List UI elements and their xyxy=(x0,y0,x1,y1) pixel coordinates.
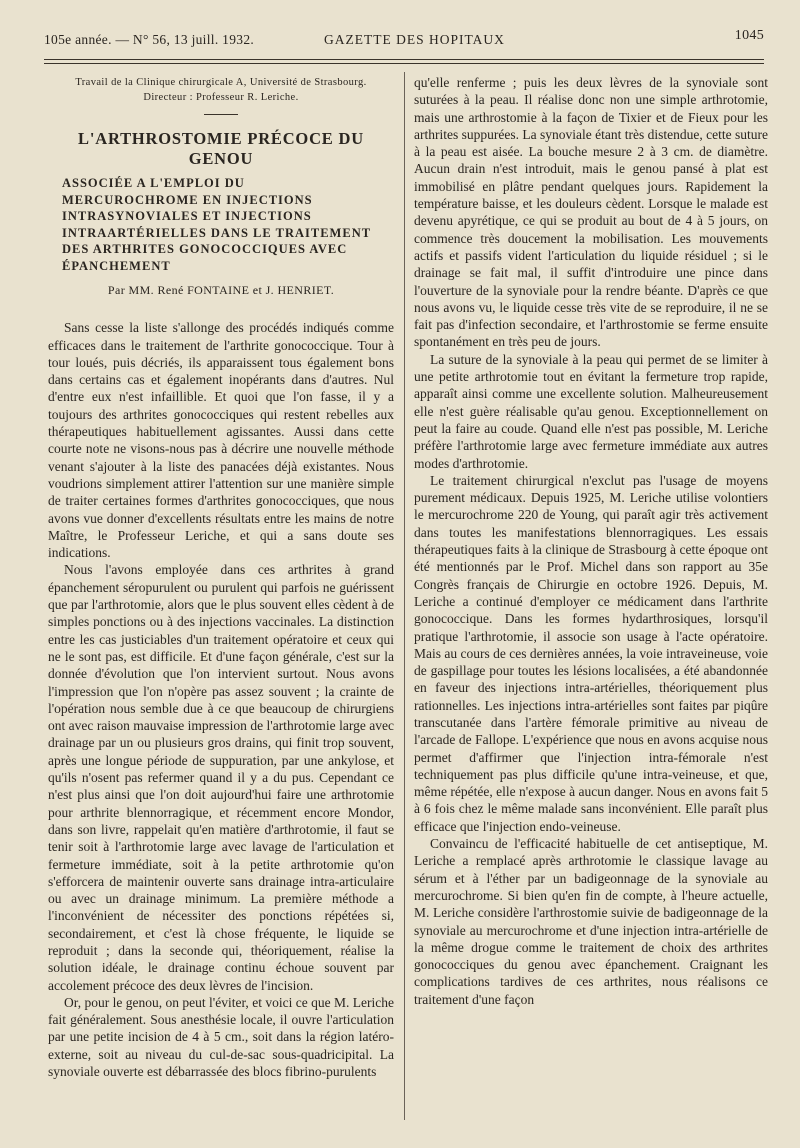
article-authors: Par MM. René FONTAINE et J. HENRIET. xyxy=(107,283,335,297)
right-paragraph-2: La suture de la synoviale à la peau qui permet de se limiter à une petite arthrotomie tout en évitant la fermeture trop rapide, apparaît ainsi comme une excellente solution. Malheureusement elle n'est guère réalisable qu'au genou. Exceptionnellement on peut la faire au coude. Quand elle n'est pas possible, M. Leriche préfère l'arthrotomie large avec fermeture immédiate aux autres modes d'arthrotomie. xyxy=(414,351,768,471)
right-paragraph-4: Convaincu de l'efficacité habituelle de cet antiseptique, M. Leriche a remplacé après arthrotomie le classique lavage au sérum et à l'éther par un badigeonnage de la synoviale au mercurochrome. Si bien qu'en fin de compte, à l'heure actuelle, M. Leriche considère l'arthrostomie suivie de badigeonnage de la synoviale au mercurochrome et d'une injection intra-artérielle de la même drogue comme le traitement de choix des arthrites gonococciques du genou avec épanchement. Craignant les complications tardives de ces arthrites, nous réalisons ce traitement d'une façon xyxy=(414,836,768,1007)
right-paragraph-1: qu'elle renferme ; puis les deux lèvres de la synoviale sont suturées à la peau. Il réalise donc non une simple arthrotomie, mais une arthrostomie à la façon de Tixier et de Fieux pour les arthrites suppurées. La synoviale étant très distendue, cette suture à la peau est aisée. La bouche mesure 2 à 3 cm. de diamètre. Aucun drain n'est introduit, mais le genou pansé à plat est immobilisé en plâtre pendant quelques jours. Rapidement la température baisse, et les douleurs cèdent. Lorsque le malade est devenu apyrétique, ce qui se produit au bout de 4 à 5 jours, on commence très doucement la mobilisation. Les mouvements actifs et passifs vident l'articulation du liquide résiduel ; si le drainage se fait mal, il suffit d'introduire une pince dans l'ouverture de la synoviale pour la rendre béante. D'après ce que nous avons vu, le liquide cesse très vite de se reproduire, il ne se fait pas d'infection secondaire, et l'arthrostomie se ferme ensuite spontanément en très peu de jours. xyxy=(414,75,768,350)
affiliation-line-2: Directeur : Professeur R. Leriche. xyxy=(143,92,299,103)
left-paragraph-3: Or, pour le genou, on peut l'éviter, et voici ce que M. Leriche fait généralement. Sous anesthésie locale, il ouvre l'articulation par une petite incision de 4 à 5 cm., soit dans la région latéro-externe, soit au niveau du cul-de-sac sous-quadricipital. La synoviale ouverte est débarrassée des blocs fibrino-purulents xyxy=(48,994,394,1080)
article-title: L'ARTHROSTOMIE PRÉCOCE DU GENOU xyxy=(78,129,364,168)
running-header xyxy=(44,28,764,50)
right-paragraph-3: Le traitement chirurgical n'exclut pas l'usage de moyens purement médicaux. Depuis 1925, M. Leriche utilise volontiers le mercurochrome 220 de Young, qui paraît agir très activement dans toutes les manifestations blennorragiques. Les essais thérapeutiques faits à la clinique de Strasbourg à cette époque ont été mentionnés par le Prof. Michel dans son rapport au 35e Congrès français de Chirurgie en octobre 1926. Depuis, M. Leriche a continué d'employer ce médicament dans l'arthrite gonococcique. Dans les formes hydarthrosiques, lorsqu'il pratique l'arthrotomie, il associe son usage à l'acte opératoire. Mais au cours de ces dernières années, la voie intraveineuse, voie de gaspillage pour toutes les lésions localisées, a été abandonnée en faveur des injections intra-artérielles, théoriquement plus rationnelles. Les injections intra-artérielles sont faites par piqûre transcutanée dans l'artère fémorale primitive au niveau de l'arcade de Fallope. L'expérience que nous en avons acquise nous permet d'affirmer que l'injection intra-fémorale n'est techniquement pas plus difficile qu'une intra-veineuse, et que, même répétée, elle n'expose à aucun danger. Nous en avons fait 5 à 6 fois chez le même malade sans inconvénient. Elle paraît plus efficace que l'injection endo-veineuse. xyxy=(414,472,768,834)
article-subtitle: ASSOCIÉE A L'EMPLOI DU MERCUROCHROME EN INJECTIONS INTRASYNOVIALES ET INJECTIONS INTRAARTÉRIELLES DANS LE TRAITEMENT DES ARTHRITES GONOCOCCIQUES AVEC ÉPANCHEMENT xyxy=(62,176,371,273)
left-paragraph-1: Sans cesse la liste s'allonge des procédés indiqués comme efficaces dans le traitement de l'arthrite gonococcique. Tour à tour loués, puis décriés, ils apparaissent tous également bons dans certains cas et également inopérants dans d'autres. Nul d'entre eux n'est infaillible. Et quoi que l'on fasse, il y a toujours des arthrites gonococciques qui restent rebelles aux thérapeutiques habituellement agissantes. Aussi dans cette courte note ne visons-nous pas à décrire une nouvelle méthode venant s'ajouter à la liste des panacées déjà existantes. Nous voudrions simplement attirer l'attention sur une manière simple de traiter certaines formes d'arthrites gonococciques, que nous avons vue donner d'excellents résultats entre les mains de notre Maître, le Professeur Leriche, et qui a sans doute ses indications. xyxy=(48,320,394,561)
affiliation-line-1: Travail de la Clinique chirurgicale A, Université de Strasbourg. xyxy=(75,77,367,88)
left-paragraph-2: Nous l'avons employée dans ces arthrites à grand épanchement séropurulent ou purulent qui parfois ne guérissent que par l'arthrotomie, alors que le plus souvent elles cèdent à de simples ponctions ou à des injections vaccinales. La distinction entre les cas justiciables d'un traitement opératoire et ceux qui ne le sont pas, est difficile. Et d'une façon générale, c'est sur la donnée d'évolution que l'on intervient surtout. Nous avons l'impression que l'on n'opère pas assez souvent ; la crainte de l'opération nous semble due à ce que beaucoup de chirurgiens ont avec raison mauvaise impression de l'arthrotomie large avec drainage par un ou plusieurs gros drains, qui finit trop souvent, après une longue période de suppuration, par une ankylose, et qu'ils n'osent pas refermer quand il y a du pus. Cependant ce n'est plus ainsi que l'on doit aujourd'hui faire une arthrotomie pour arthrite blennorragique, et récemment encore Mondor, dans son livre, rappelait qu'en matière d'arthrotomie, il faut se tenir soit à l'arthrotomie large avec lavage de l'articulation et fermeture immédiate, soit à la petite arthrotomie qu'on s'efforcera de maintenir ouverte sans drainage intra-articulaire ou avec un drainage minimum. La première méthode a l'inconvénient de nécessiter des ponctions répétées si, secondairement, et c'est là chose fréquente, le liquide se reproduit ; dans la seconde qui, théoriquement, réalise la solution idéale, le drainage continu échoue souvent par accolement précoce des deux lèvres de l'incision. xyxy=(48,562,394,993)
header-rule-bottom xyxy=(44,63,764,64)
right-column xyxy=(414,74,768,1008)
header-rule-top xyxy=(44,59,764,60)
issue-line: 105e année. — N° 56, 13 juill. 1932. xyxy=(44,32,255,47)
page-number: 1045 xyxy=(734,28,764,43)
title-separator xyxy=(204,114,238,115)
journal-name: GAZETTE DES HOPITAUX xyxy=(324,32,505,47)
column-divider xyxy=(404,72,405,1120)
left-column xyxy=(48,74,394,1080)
